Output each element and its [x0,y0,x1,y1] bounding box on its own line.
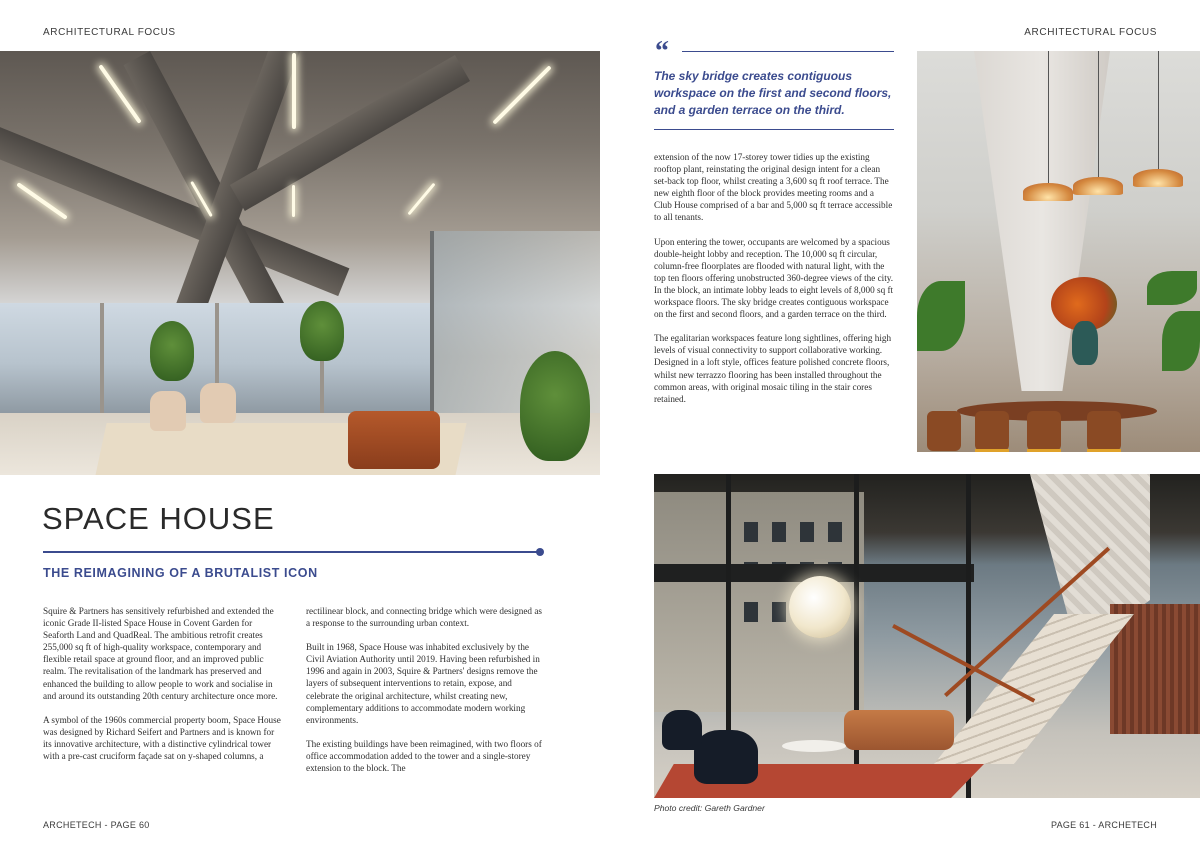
lobby-staircase-photo [654,474,1200,798]
paragraph: Built in 1968, Space House was inhabited exclusively by the Civil Aviation Authority until 2019. Having been refurbished in 1996 and again in 2003, Squire & Partners' designs remove the layers of subsequent interventions to retain, expose, and celebrate the original architecture, whilst creating new, complementary additions to accommodate modern working environments. [306,642,540,725]
title-divider-dot [536,548,544,556]
article-title: SPACE HOUSE [42,501,275,536]
running-head-left: ARCHITECTURAL FOCUS [43,27,176,38]
office-interior-photo [0,51,600,475]
paragraph: The egalitarian workspaces feature long sightlines, offering high levels of visual connectivity to support collaborative working. Designed in a loft style, offices feature polished concrete floors, whilst new terrazzo flooring has been installed throughout the common areas, with original mosaic tiling in the stair cores retained. [654,333,892,404]
body-column-1 [43,605,283,762]
paragraph: rectilinear block, and connecting bridge which were designed as a response to the surrounding urban context. [306,606,542,629]
title-divider [43,551,540,553]
folio-right: PAGE 61 - ARCHETECH [1050,820,1157,830]
folio-left: ARCHETECH - PAGE 60 [43,820,150,830]
pullquote-text: The sky bridge creates contiguous workspace on the first and second floors, and a garden terrace on the third. [654,69,892,117]
paragraph: A symbol of the 1960s commercial property boom, Space House was designed by Richard Seifert and Partners and is known for its innovative architecture, with a distinctive cylindrical tower with a pre-cast cruciform façade sat on y-shaped columns, a [43,714,281,762]
paragraph: The existing buildings have been reimagined, with two floors of office accommodation added to the tower and a single-storey extension to the block. The [306,738,542,774]
dining-area-photo [917,51,1200,452]
body-column-3 [654,151,894,405]
photo-credit: Photo credit: Gareth Gardner [654,803,765,813]
paragraph: extension of the now 17-storey tower tidies up the existing rooftop plant, reinstating the original design intent for a clean set-back top floor, whilst creating a 3,600 sq ft roof terrace. The new eighth floor of the block provides meeting rooms and a Club House comprised of a bar and 5,000 sq ft terrace accessible to all tenants. [654,152,893,223]
paragraph: Squire & Partners has sensitively refurbished and extended the iconic Grade II-listed Space House in Covent Garden for Seaforth Land and QuadReal. The ambitious retrofit creates 255,000 sq ft of high-quality workspace, contemporary and flexible retail space at ground floor, and an improved public realm. The revitalisation of the landmark has preserved and enhanced the building to allow people to work and socialise in and around its outstanding 20th century architecture once more. [43,606,278,701]
pullquote-top-rule [682,51,894,52]
quote-mark-icon: “ [655,36,669,67]
paragraph: Upon entering the tower, occupants are welcomed by a spacious double-height lobby and reception. The 10,000 sq ft circular, column-free floorplates are flooded with natural light, with the top ten floors offering unobstructed 360-degree views of the city. In the block, an intimate lobby leads to eight levels of 8,000 sq ft workspace floors. The sky bridge creates contiguous workspace on the first and second floors, and a garden terrace on the third. [654,236,894,320]
article-subtitle: THE REIMAGINING OF A BRUTALIST ICON [43,566,318,580]
body-column-2 [306,605,542,774]
running-head-right: ARCHITECTURAL FOCUS [1024,27,1157,38]
pullquote-bottom-rule [654,129,894,130]
